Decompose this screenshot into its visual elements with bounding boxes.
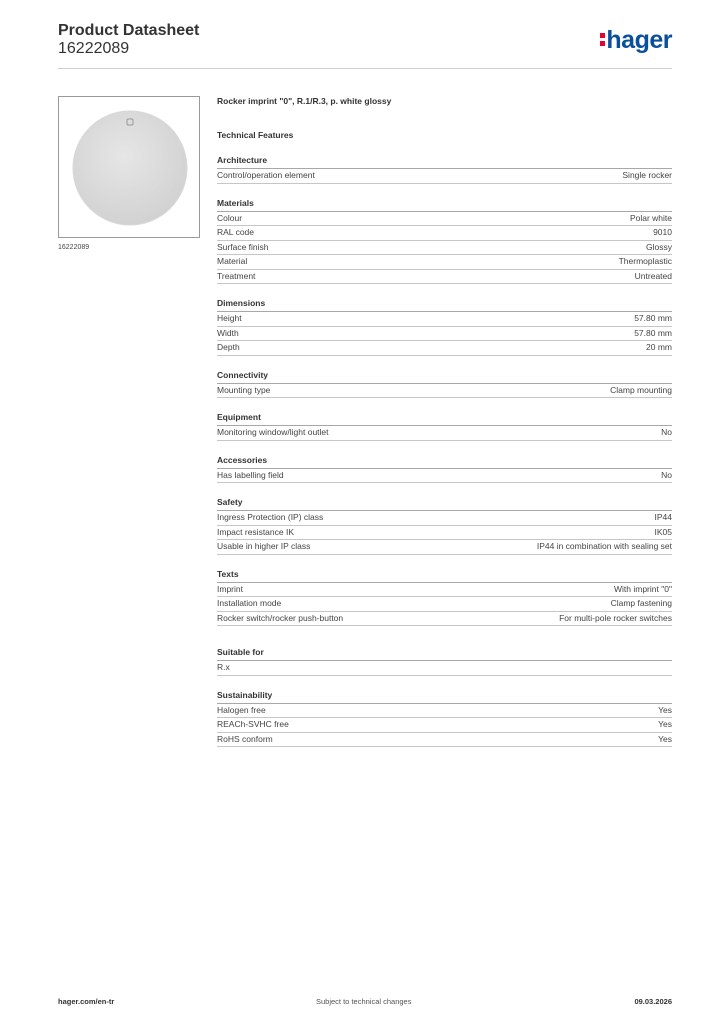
feature-value: Clamp fastening [610,598,672,608]
feature-value: With imprint "0" [614,583,672,594]
feature-value: Polar white [629,212,672,223]
section-title: Architecture [217,154,672,169]
feature-label: Treatment [217,270,256,281]
feature-row [217,540,672,555]
feature-row [217,733,672,748]
product-image [58,96,200,238]
document-title: Product Datasheet [58,22,200,39]
section-title: Suitable for [217,646,672,661]
feature-value: No [661,427,672,437]
feature-row [217,270,672,285]
section-equipment [217,411,672,441]
feature-value: Yes [658,733,672,744]
feature-value: For multi-pole rocker switches [559,612,672,623]
section-title: Accessories [217,454,672,469]
feature-row [217,212,672,227]
feature-label: R.x [217,662,230,672]
feature-row [217,426,672,441]
section-title: Connectivity [217,369,672,384]
feature-row [217,327,672,342]
section-title: Dimensions [217,297,672,312]
feature-row [217,511,672,526]
feature-label: Width [217,327,239,338]
feature-row [217,384,672,399]
section-materials [217,197,672,285]
section-accessories [217,454,672,484]
feature-label: Impact resistance IK [217,526,295,537]
logo-text: hager [606,26,672,54]
feature-label: Installation mode [217,598,282,608]
section-title: Texts [217,568,672,583]
feature-value: No [661,469,672,480]
feature-sections [217,154,672,747]
feature-row [217,255,672,270]
feature-value: 20 mm [646,342,672,352]
feature-row [217,469,672,484]
section-title: Safety [217,496,672,511]
feature-row [217,312,672,327]
feature-value: IP44 in combination with sealing set [536,541,672,551]
page-footer [58,997,672,1009]
feature-value: Glossy [646,241,672,252]
feature-value: Untreated [634,270,672,281]
feature-label: Ingress Protection (IP) class [217,512,324,522]
section-safety [217,496,672,555]
footer-date: 09.03.2026 [634,997,672,1006]
section-dimensions [217,297,672,356]
feature-label: Depth [217,342,240,352]
feature-label: Usable in higher IP class [217,541,311,551]
feature-row [217,612,672,627]
feature-row [217,661,672,676]
feature-row [217,583,672,598]
feature-label: Monitoring window/light outlet [217,427,329,437]
product-number: 16222089 [58,40,130,57]
feature-label: Has labelling field [217,469,284,480]
feature-label: Rocker switch/rocker push-button [217,612,344,623]
product-name: Rocker imprint "0", R.1/R.3, p. white glossy [217,96,392,106]
feature-value: Single rocker [622,170,672,180]
image-caption: 16222089 [58,244,90,251]
section-sustainability [217,689,672,748]
feature-row [217,169,672,184]
section-title: Materials [217,197,672,212]
feature-label: Mounting type [217,384,271,395]
footer-website: hager.com/en-tr [58,997,115,1006]
feature-label: Surface finish [217,241,269,252]
feature-value: Yes [658,704,672,715]
feature-label: Colour [217,212,243,223]
feature-value: 57.80 mm [634,313,672,323]
feature-label: Halogen free [217,704,266,715]
feature-value: Yes [658,719,672,729]
technical-features-title: Technical Features [217,130,294,140]
feature-row [217,526,672,541]
feature-value: Thermoplastic [618,256,672,266]
logo-dots-icon [600,31,605,47]
feature-label: Control/operation element [217,170,315,180]
datasheet-content [217,95,672,747]
feature-label: Height [217,313,242,323]
feature-label: Material [217,256,248,266]
section-architecture [217,154,672,184]
feature-label: RAL code [217,227,255,237]
feature-row [217,226,672,241]
section-suitable-for [217,646,672,676]
feature-value: 57.80 mm [634,327,672,338]
feature-row [217,597,672,612]
page-header [58,20,672,69]
feature-row [217,704,672,719]
feature-value: IP44 [654,512,672,522]
section-title: Equipment [217,411,672,426]
feature-label: RoHS conform [217,733,273,744]
hager-logo [600,26,672,55]
feature-label: Imprint [217,583,243,594]
section-texts [217,568,672,627]
feature-value: Clamp mounting [610,384,672,395]
feature-value: IK05 [654,526,672,537]
rocker-image-icon [59,97,199,237]
section-connectivity [217,369,672,399]
feature-label: REACh-SVHC free [217,719,289,729]
feature-value: 9010 [653,227,672,237]
feature-row [217,341,672,356]
feature-row [217,718,672,733]
footer-note: Subject to technical changes [316,997,412,1006]
feature-row [217,241,672,256]
section-title: Sustainability [217,689,672,704]
